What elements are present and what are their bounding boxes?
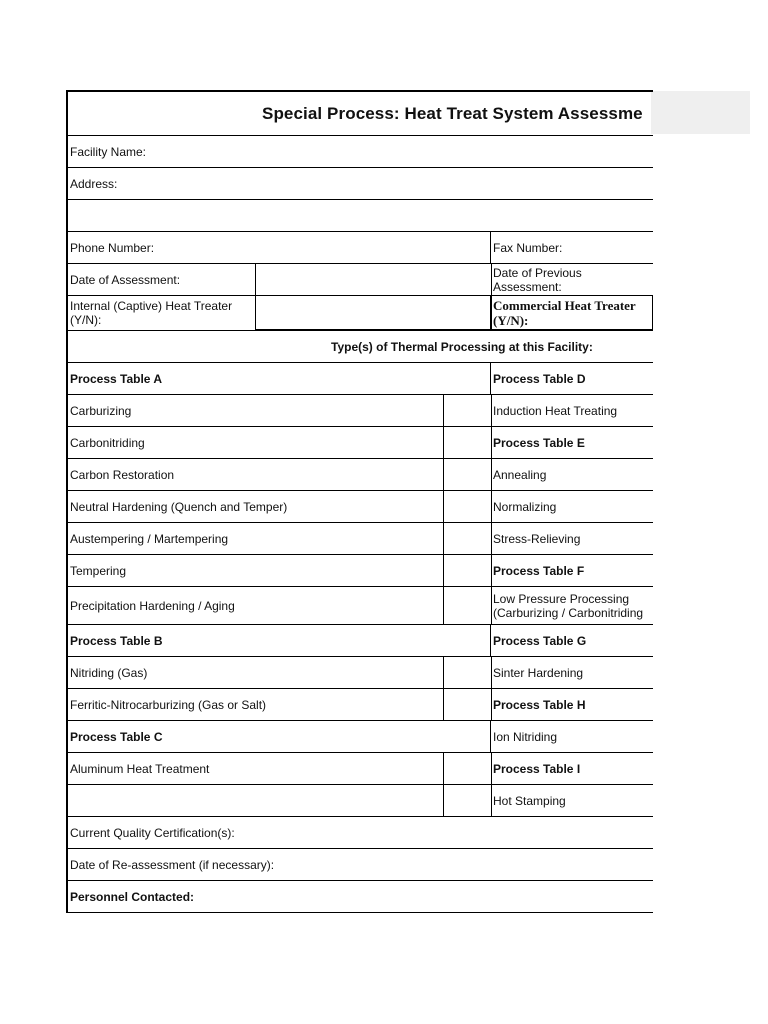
process-right-label: Process Table I bbox=[493, 761, 581, 776]
facility-name-label: Facility Name: bbox=[70, 144, 147, 159]
assessment-date-field[interactable] bbox=[255, 263, 492, 296]
phone-fax-row bbox=[68, 232, 653, 264]
process-row bbox=[68, 753, 653, 785]
phone-number-label: Phone Number: bbox=[70, 240, 155, 255]
process-left-checkbox[interactable] bbox=[443, 458, 492, 491]
process-row bbox=[68, 395, 653, 427]
address-label: Address: bbox=[70, 176, 118, 191]
process-left-checkbox[interactable] bbox=[443, 688, 492, 721]
process-right-label: Normalizing bbox=[493, 499, 557, 514]
process-right-label: Annealing bbox=[493, 467, 547, 482]
process-column-divider bbox=[490, 625, 491, 656]
address-continuation-row[interactable] bbox=[68, 200, 653, 232]
assessment-form bbox=[66, 90, 653, 913]
process-left-label: Tempering bbox=[70, 563, 127, 578]
process-right-label: Process Table D bbox=[493, 371, 586, 386]
assessment-date-row bbox=[68, 264, 653, 296]
process-left-label: Process Table A bbox=[70, 371, 163, 386]
process-row bbox=[68, 427, 653, 459]
process-left-label: Neutral Hardening (Quench and Temper) bbox=[70, 499, 288, 514]
heat-treater-type-row bbox=[68, 296, 653, 330]
process-left-checkbox[interactable] bbox=[443, 426, 492, 459]
process-left-checkbox[interactable] bbox=[443, 394, 492, 427]
facility-row[interactable] bbox=[68, 136, 653, 168]
process-left-checkbox[interactable] bbox=[443, 656, 492, 689]
types-heading: Type(s) of Thermal Processing at this Facility: bbox=[331, 339, 593, 354]
certification-row[interactable] bbox=[68, 817, 653, 849]
process-left-label: Carbon Restoration bbox=[70, 467, 175, 482]
fax-number-label: Fax Number: bbox=[493, 240, 563, 255]
process-table-list bbox=[68, 363, 653, 817]
assessment-date-label: Date of Assessment: bbox=[70, 272, 181, 287]
process-left-checkbox[interactable] bbox=[443, 554, 492, 587]
personnel-label: Personnel Contacted: bbox=[70, 889, 195, 904]
process-left-label: Process Table B bbox=[70, 633, 163, 648]
process-right-label: Induction Heat Treating bbox=[493, 403, 618, 418]
process-row bbox=[68, 625, 653, 657]
phone-fax-divider bbox=[490, 232, 491, 263]
process-right-label: Stress-Relieving bbox=[493, 531, 581, 546]
process-right-label: Process Table H bbox=[493, 697, 586, 712]
process-row bbox=[68, 523, 653, 555]
process-row bbox=[68, 689, 653, 721]
process-left-label: Nitriding (Gas) bbox=[70, 665, 148, 680]
process-left-label: Process Table C bbox=[70, 729, 163, 744]
certification-label: Current Quality Certification(s): bbox=[70, 825, 235, 840]
process-row bbox=[68, 587, 653, 625]
process-left-label: Aluminum Heat Treatment bbox=[70, 761, 210, 776]
process-left-checkbox[interactable] bbox=[443, 752, 492, 785]
process-right-label: Ion Nitriding bbox=[493, 729, 558, 744]
process-row bbox=[68, 555, 653, 587]
process-column-divider bbox=[490, 363, 491, 394]
process-row bbox=[68, 785, 653, 817]
process-right-label: Process Table F bbox=[493, 563, 585, 578]
process-column-divider bbox=[490, 721, 491, 752]
process-row bbox=[68, 721, 653, 753]
process-left-label: Carbonitriding bbox=[70, 435, 145, 450]
process-right-label: Low Pressure Processing (Carburizing / Carbonitriding bbox=[493, 591, 644, 620]
process-row bbox=[68, 363, 653, 395]
internal-heat-treater-field[interactable] bbox=[255, 295, 492, 330]
personnel-row[interactable] bbox=[68, 881, 653, 913]
process-left-checkbox[interactable] bbox=[443, 586, 492, 625]
process-left-label: Austempering / Martempering bbox=[70, 531, 229, 546]
process-right-label: Sinter Hardening bbox=[493, 665, 584, 680]
title-row bbox=[68, 90, 653, 136]
process-row bbox=[68, 459, 653, 491]
reassessment-label: Date of Re-assessment (if necessary): bbox=[70, 857, 275, 872]
process-left-checkbox[interactable] bbox=[443, 522, 492, 555]
process-right-label: Hot Stamping bbox=[493, 793, 566, 808]
process-left-label: Carburizing bbox=[70, 403, 132, 418]
process-left-checkbox[interactable] bbox=[443, 490, 492, 523]
reassessment-row[interactable] bbox=[68, 849, 653, 881]
process-left-checkbox[interactable] bbox=[443, 784, 492, 817]
process-left-label: Ferritic-Nitrocarburizing (Gas or Salt) bbox=[70, 697, 267, 712]
types-heading-row bbox=[68, 330, 653, 363]
process-row bbox=[68, 657, 653, 689]
title-bar-shade bbox=[651, 91, 750, 134]
process-right-label: Process Table G bbox=[493, 633, 587, 648]
process-left-label: Precipitation Hardening / Aging bbox=[70, 598, 235, 613]
address-row[interactable] bbox=[68, 168, 653, 200]
commercial-heat-treater-label: Commercial Heat Treater (Y/N): bbox=[493, 298, 636, 328]
process-row bbox=[68, 491, 653, 523]
process-right-label: Process Table E bbox=[493, 435, 585, 450]
internal-heat-treater-label: Internal (Captive) Heat Treater (Y/N): bbox=[70, 299, 233, 327]
form-title: Special Process: Heat Treat System Assessme bbox=[262, 103, 643, 123]
previous-assessment-label: Date of Previous Assessment: bbox=[493, 265, 582, 294]
